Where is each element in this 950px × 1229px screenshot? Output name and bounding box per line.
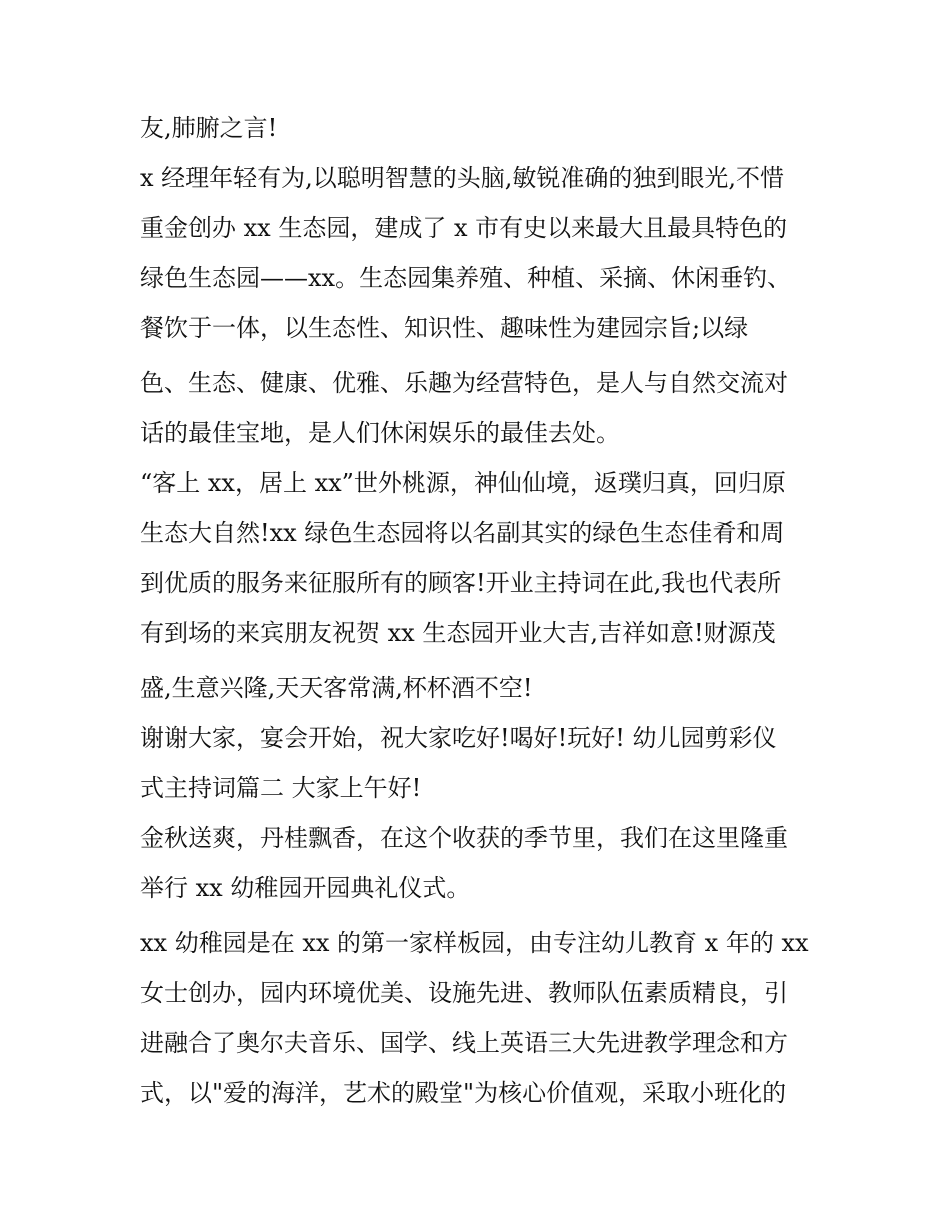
text-line: 进融合了奥尔夫音乐、国学、线上英语三大先进教学理念和方	[140, 1029, 788, 1057]
text-line: 话的最佳宝地，是人们休闲娱乐的最佳去处。	[140, 419, 620, 447]
text-line: “客上 xx，居上 xx”世外桃源，神仙仙境，返璞归真，回归原	[140, 469, 786, 497]
text-line: 生态大自然!xx 绿色生态园将以名副其实的绿色生态佳肴和周	[140, 519, 785, 547]
text-line: x 经理年轻有为,以聪明智慧的头脑,敏锐准确的独到眼光,不惜	[140, 164, 785, 192]
text-line: 举行 xx 幼稚园开园典礼仪式。	[140, 874, 471, 902]
text-line: 到优质的服务来征服所有的顾客!开业主持词在此,我也代表所	[140, 569, 782, 597]
text-line: 绿色生态园——xx。生态园集养殖、种植、采摘、休闲垂钓、	[140, 264, 792, 292]
text-line: 金秋送爽，丹桂飘香，在这个收获的季节里，我们在这里隆重	[140, 824, 788, 852]
text-line: 式，以"爱的海洋，艺术的殿堂"为核心价值观，采取小班化的	[140, 1079, 787, 1107]
text-line: 盛,生意兴隆,天天客常满,杯杯酒不空!	[140, 674, 533, 702]
text-line: xx 幼稚园是在 xx 的第一家样板园，由专注幼儿教育 x 年的 xx	[140, 929, 809, 957]
text-line: 式主持词篇二 大家上午好!	[140, 774, 422, 802]
text-line: 女士创办，园内环境优美、设施先进、教师队伍素质精良，引	[140, 979, 788, 1007]
text-line: 色、生态、健康、优雅、乐趣为经营特色，是人与自然交流对	[140, 369, 788, 397]
text-line: 谢谢大家，宴会开始，祝大家吃好!喝好!玩好! 幼儿园剪彩仪	[140, 724, 777, 752]
text-line: 重金创办 xx 生态园，建成了 x 市有史以来最大且最具特色的	[140, 214, 788, 242]
text-line: 餐饮于一体，以生态性、知识性、趣味性为建园宗旨;以绿	[140, 314, 749, 342]
text-line: 友,肺腑之言!	[140, 114, 278, 142]
text-line: 有到场的来宾朋友祝贺 xx 生态园开业大吉,吉祥如意!财源茂	[140, 619, 776, 647]
